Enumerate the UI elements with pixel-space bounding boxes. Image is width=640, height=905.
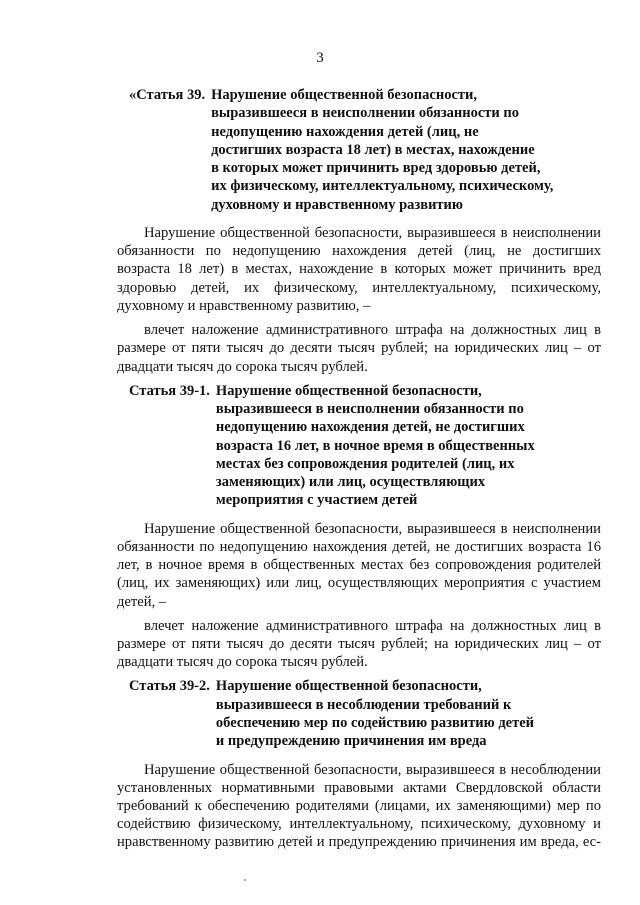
- page-number: 3: [316, 50, 324, 66]
- article-39-2-heading: [129, 677, 601, 750]
- article-39-2-title: Нарушение общественной безопасности, выразившееся в несоблюдении требований к обеспечению мер по содействию развитию детей и предупреждению причинения им вреда: [215, 678, 535, 750]
- article-39-2-paragraph-1: Нарушение общественной безопасности, выразившееся в несоблюдении установленных нормативными правовыми актами Свердловской области требований к обеспечению родителями (лицами, их заменяющими) мер по содействию физическому, интеллектуальному, психическому, духовному и нравственному развитию детей и предупреждению причинения им вреда, ес-: [117, 761, 601, 851]
- article-39-2-label: Статья 39-2.: [129, 678, 210, 695]
- article-39-heading: [129, 86, 601, 214]
- article-39-1-paragraph-2: влечет наложение административного штрафа на должностных лиц в размере от пяти тысяч до десяти тысяч рублей; на юридических лиц – от двадцати тысяч до сорока тысяч рублей.: [117, 617, 601, 671]
- article-39-1-title: Нарушение общественной безопасности, выразившееся в неисполнении обязанности по недопущению нахождения детей, не достигших возраста 16 лет, в ночное время в общественных местах без сопровождения родителей (лиц, их заменяющих) или лиц, осуществляющих мероприятия с участием детей: [215, 382, 535, 509]
- article-39-paragraph-1: Нарушение общественной безопасности, выразившееся в неисполнении обязанности по недопущению нахождения детей (лиц, не достигших возраста 18 лет) в местах, нахождение в которых может причинить вред здоровью детей, их физическому, интеллектуальному, психическому, духовному и нравственному развитию, –: [117, 225, 601, 314]
- article-39-1-heading: [129, 382, 601, 510]
- article-39-1-paragraph-1: Нарушение общественной безопасности, выразившееся в неисполнении обязанности по недопущению нахождения детей, не достигших возраста 16 лет, в ночное время в общественных местах без сопровождения родителей (лиц, их заменяющих) или лиц, осуществляющих мероприятия с участием детей, –: [117, 520, 601, 610]
- article-39-title: Нарушение общественной безопасности, выразившееся в неисполнении обязанности по недопущению нахождения детей (лиц, не достигших возраста 18 лет) в местах, нахождение в которых может причинить вред здоровью детей, их физическому, интеллектуальному, психическому, духовному и нравственному развитию: [211, 87, 554, 213]
- article-39-paragraph-2: влечет наложение административного штрафа на должностных лиц в размере от пяти тысяч до десяти тысяч рублей; на юридических лиц – от двадцати тысяч до сорока тысяч рублей.: [117, 322, 601, 375]
- document-body: [117, 86, 601, 852]
- scan-speck: [244, 879, 246, 881]
- article-39-1-label: Статья 39-1.: [129, 382, 210, 399]
- article-39-label: «Статья 39.: [129, 87, 206, 103]
